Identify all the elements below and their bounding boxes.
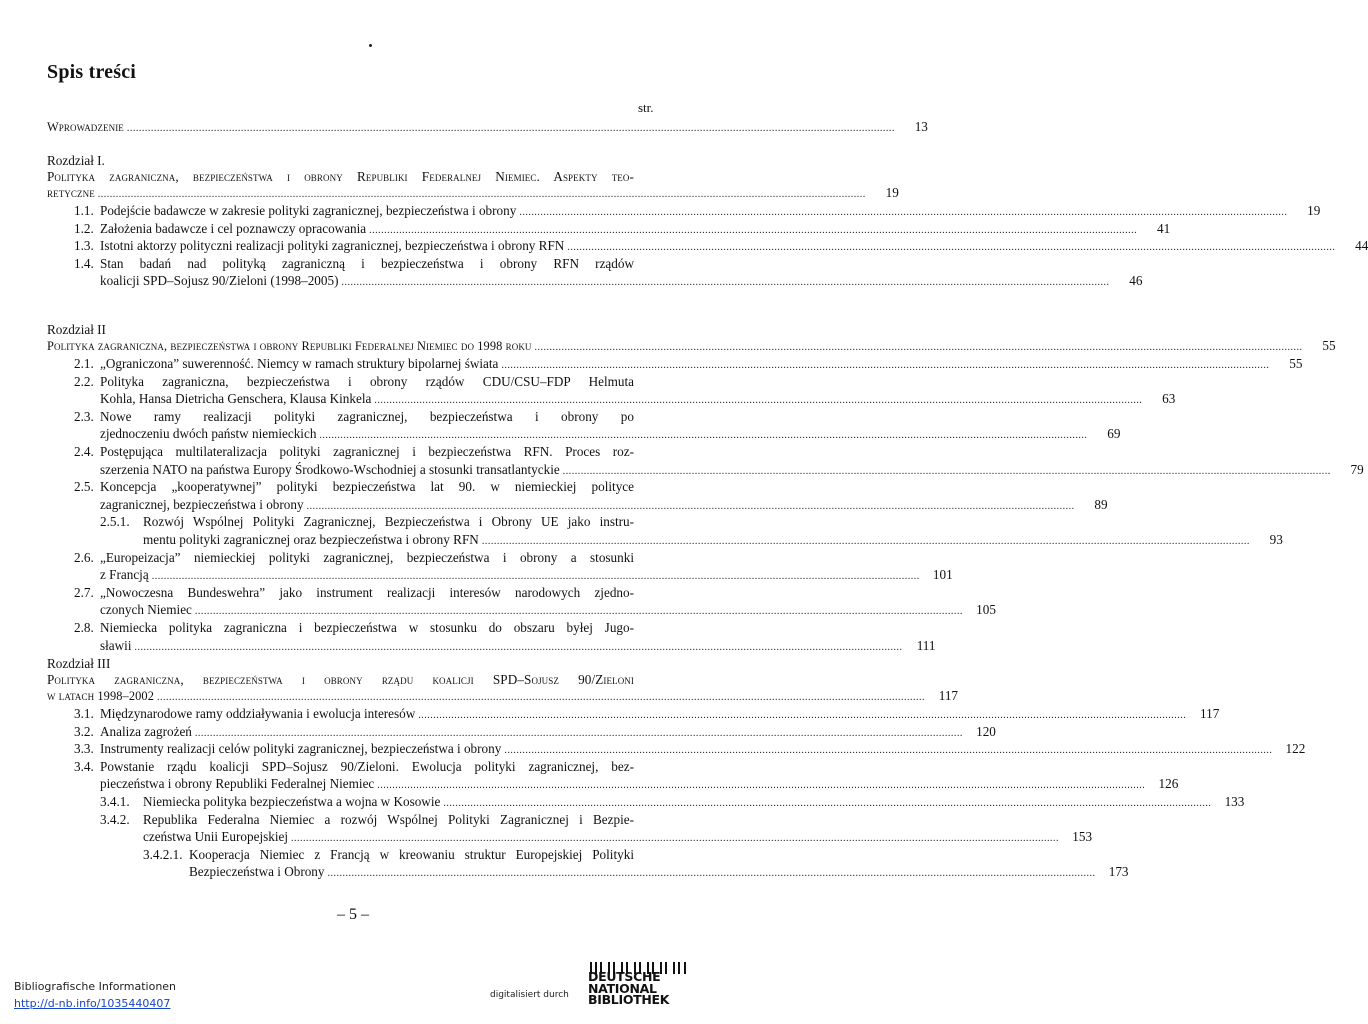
toc-entry-number: 3.4.: [74, 758, 94, 774]
toc-entry-title: retyczne: [47, 186, 95, 200]
dnb-logo-line: NATIONAL: [588, 980, 657, 996]
toc-entry-title: koalicji SPD–Sojusz 90/Zieloni (1998–2005): [100, 273, 339, 289]
dot-leader: [319, 428, 1087, 444]
toc-line: [74, 374, 634, 390]
toc-page-number: 133: [1224, 794, 1245, 809]
toc-entry-title: Postępująca multilateralizacja polityki zagranicznej i bezpieczeństwa RFN. Proces roz-: [100, 444, 634, 459]
toc-entry-title: Wprowadzenie: [47, 120, 124, 134]
toc-line: [74, 479, 634, 495]
chapter-heading: Rozdział II: [47, 322, 106, 337]
toc-entry-number: 1.4.: [74, 255, 94, 271]
toc-entry-title: Niemiecka polityka bezpieczeństwa a wojna w Kosowie: [143, 794, 441, 809]
dot-leader: [341, 275, 1109, 291]
toc-entry-title: Nowe ramy realizacji polityki zagranicznej, bezpieczeństwa i obrony po: [100, 408, 634, 424]
toc-row: [100, 273, 1143, 291]
toc-page-number: 173: [1108, 864, 1129, 880]
toc-entry-title: mentu polityki zagranicznej oraz bezpieczeństwa i obrony RFN: [143, 532, 479, 547]
digitalised-by-label: digitalisiert durch: [490, 990, 569, 1000]
toc-line: [74, 256, 634, 272]
toc-row: [100, 602, 996, 620]
dot-leader: [443, 796, 1211, 812]
chapter-heading: Rozdział III: [47, 656, 111, 671]
dot-leader: [377, 778, 1145, 794]
toc-entry-title: w latach 1998–2002: [47, 689, 155, 703]
toc-row: [100, 637, 936, 656]
toc-line: [74, 444, 634, 460]
toc-entry-number: 2.3.: [74, 408, 94, 424]
toc-entry-title: Republika Federalna Niemiec a rozwój Wspólnej Polityki Zagranicznej i Bezpie-: [143, 811, 634, 827]
toc-entry-title: Podejście badawcze w zakresie polityki zagranicznej, bezpieczeństwa i obrony: [100, 203, 517, 218]
dnb-logo-text: [588, 971, 669, 1006]
toc-line: [74, 409, 634, 425]
toc-row: [189, 864, 1129, 882]
toc-row: [74, 723, 996, 742]
dot-leader: [152, 569, 920, 585]
dot-leader: [504, 743, 1272, 759]
toc-line: [100, 514, 634, 530]
toc-page-number: 117: [1200, 706, 1220, 721]
toc-row: [47, 119, 928, 137]
dot-leader: [567, 240, 1335, 256]
scan-dot: [369, 44, 372, 47]
dot-leader: [195, 604, 963, 620]
dnb-logo-line: DEUTSCHE: [588, 969, 661, 984]
toc-entry-title: Powstanie rządu koalicji SPD–Sojusz 90/Zieloni. Ewolucja polityki zagranicznej, bez-: [100, 758, 634, 774]
dot-leader: [328, 866, 1096, 882]
dot-leader: [307, 499, 1075, 515]
dot-leader: [291, 831, 1059, 847]
toc-entry-title: z Francją: [100, 567, 149, 583]
toc-entry-number: 3.3.: [74, 741, 94, 757]
toc-entry-number: 2.7.: [74, 584, 94, 600]
dnb-logo-bar: [673, 962, 675, 974]
toc-page-number: 46: [1129, 273, 1143, 289]
toc-page-number: 122: [1285, 741, 1306, 757]
toc-entry-number: 3.1.: [74, 706, 94, 721]
toc-row: [47, 688, 959, 706]
toc-page-number: 55: [1322, 338, 1336, 353]
toc-entry-number: 3.4.2.1.: [143, 846, 183, 862]
toc-row: [143, 829, 1093, 847]
toc-line: [143, 847, 634, 863]
toc-page-number: 19: [1307, 203, 1321, 218]
dot-leader: [418, 708, 1186, 724]
toc-line: [74, 585, 634, 601]
dot-leader: [482, 534, 1250, 550]
dnb-logo: [588, 962, 688, 1012]
toc-entry-title: Istotni aktorzy polityczni realizacji polityki zagranicznej, bezpieczeństwa i obrony RFN: [100, 238, 565, 254]
toc-entry-title: Kohla, Hansa Dietricha Genschera, Klausa Kinkela: [100, 391, 372, 407]
toc-entry-title: Niemiecka polityka zagraniczna i bezpieczeństwa w stosunku do obszaru byłej Jugo-: [100, 620, 634, 635]
toc-row: [100, 567, 953, 585]
toc-page-number: 101: [932, 567, 953, 583]
toc-entry-title: Rozwój Wspólnej Polityki Zagranicznej, Bezpieczeństwa i Obrony UE jako instru-: [143, 514, 634, 530]
toc-entry-number: 2.5.1.: [100, 514, 130, 530]
toc-entry-title: Koncepcja „kooperatywnej” polityki bezpieczeństwa lat 90. w niemieckiej polityce: [100, 479, 634, 495]
toc-page-number: 89: [1094, 496, 1108, 512]
toc-page-number: 111: [916, 637, 936, 653]
toc-row: [100, 391, 1176, 409]
toc-entry-number: 1.3.: [74, 238, 94, 254]
dot-leader: [535, 340, 1303, 356]
toc-row: [100, 776, 1179, 794]
toc-entry-title: zagranicznej, bezpieczeństwa i obrony: [100, 496, 304, 512]
toc-entry-title: Polityka zagraniczna, bezpieczeństwa i obrony Republiki Federalnej Niemiec. Aspekty teo-: [47, 169, 634, 184]
dot-leader: [501, 358, 1269, 374]
toc-row: [74, 238, 1368, 256]
toc-row: [100, 794, 1245, 812]
toc-entry-title: Analiza zagrożeń: [100, 723, 192, 739]
dot-leader: [135, 640, 903, 656]
toc-page-number: 79: [1350, 461, 1364, 477]
dot-leader: [369, 223, 1137, 239]
toc-entry-title: czeństwa Unii Europejskiej: [143, 829, 289, 845]
toc-line: [47, 672, 634, 688]
toc-entry-number: 2.1.: [74, 356, 94, 371]
toc-entry-title: czonych Niemiec: [100, 602, 192, 618]
toc-entry-title: sławii: [100, 637, 132, 653]
dnb-logo-line: BIBLIOTHEK: [588, 992, 670, 1007]
toc-entry-title: Założenia badawcze i cel poznawczy opracowania: [100, 220, 367, 236]
toc-line: [74, 620, 634, 636]
chapter-heading: Rozdział I.: [47, 153, 105, 168]
page-title: Spis treści: [47, 61, 137, 83]
toc-page-number: 93: [1269, 532, 1283, 547]
dot-leader: [157, 690, 925, 706]
toc-line: [74, 550, 634, 566]
dot-leader: [127, 121, 895, 137]
toc-page-number: 55: [1289, 356, 1303, 371]
dnb-logo-bar: [678, 962, 680, 974]
toc-entry-title: Kooperacja Niemiec z Francją w kreowaniu struktur Europejskiej Polityki: [189, 846, 634, 862]
dot-leader: [374, 393, 1142, 409]
toc-row: [47, 338, 1336, 356]
toc-page-number: 63: [1162, 391, 1176, 407]
toc-page-number: 126: [1158, 776, 1179, 792]
page-number: – 5 –: [337, 906, 369, 923]
toc-row: [74, 741, 1306, 759]
toc-entry-number: 3.4.2.: [100, 811, 130, 827]
toc-entry-title: Bezpieczeństwa i Obrony: [189, 864, 325, 880]
toc-row: [143, 532, 1283, 550]
toc-entry-number: 1.1.: [74, 203, 94, 218]
toc-page-number: 105: [976, 602, 996, 618]
toc-page-number: 120: [976, 723, 996, 739]
toc-page-number: 44: [1355, 238, 1368, 254]
toc-entry-title: pieczeństwa i obrony Republiki Federalnej Niemiec: [100, 776, 375, 792]
toc-row: [100, 461, 1364, 480]
toc-entry-title: Polityka zagraniczna, bezpieczeństwa i obrony rządu koalicji SPD–Sojusz 90/Zieloni: [47, 672, 634, 687]
toc-entry-number: 3.2.: [74, 723, 94, 739]
dot-leader: [195, 726, 963, 742]
toc-entry-title: Międzynarodowe ramy oddziaływania i ewolucja interesów: [100, 706, 416, 721]
toc-line: [74, 759, 634, 775]
toc-row: [74, 220, 1171, 239]
toc-entry-title: szerzenia NATO na państwa Europy Środkowo-Wschodniej a stosunki transatlantyckie: [100, 461, 560, 477]
toc-entry-number: 2.4.: [74, 444, 94, 459]
toc-page-number: 117: [938, 688, 959, 703]
toc-entry-number: 3.4.1.: [100, 794, 130, 809]
toc-entry-title: „Nowoczesna Bundeswehra” jako instrument realizacji interesów narodowych zjedno-: [100, 584, 634, 600]
toc-entry-title: „Ograniczona” suwerenność. Niemcy w ramach struktury bipolarnej świata: [100, 356, 499, 371]
toc-page-number: 13: [914, 119, 928, 134]
toc-row: [100, 426, 1121, 444]
toc-page-number: 153: [1072, 829, 1093, 845]
toc-entry-title: Instrumenty realizacji celów polityki zagranicznej, bezpieczeństwa i obrony: [100, 741, 502, 757]
toc-entry-number: 2.8.: [74, 620, 94, 635]
toc-entry-number: 2.5.: [74, 479, 94, 495]
toc-page-number: 19: [885, 185, 899, 200]
dnb-logo-bar: [684, 962, 686, 974]
toc-entry-number: 2.6.: [74, 549, 94, 565]
toc-row: [74, 203, 1321, 221]
dot-leader: [563, 464, 1331, 480]
toc-row: [100, 496, 1108, 515]
toc-line: [100, 812, 634, 828]
toc-line: [47, 169, 634, 185]
toc-entry-title: Polityka zagraniczna, bezpieczeństwa i obrony Republiki Federalnej Niemiec do 1998 roku: [47, 339, 532, 353]
dot-leader: [519, 205, 1287, 221]
toc-entry-title: „Europeizacja” niemieckiej polityki zagranicznej, bezpieczeństwa i obrony a stosunki: [100, 549, 634, 565]
dot-leader: [98, 187, 866, 203]
bibliographic-info-label: Bibliografische Informationen: [14, 980, 177, 993]
page-column-label: str.: [638, 100, 654, 115]
toc-entry-title: Polityka zagraniczna, bezpieczeństwa i obrony rządów CDU/CSU–FDP Helmuta: [100, 373, 634, 389]
toc-entry-number: 1.2.: [74, 220, 94, 236]
bibliographic-info-link[interactable]: http://d-nb.info/1035440407: [14, 997, 171, 1010]
toc-entry-title: zjednoczeniu dwóch państw niemieckich: [100, 426, 317, 442]
toc-entry-title: Stan badań nad polityką zagraniczną i bezpieczeństwa i obrony RFN rządów: [100, 255, 634, 271]
toc-entry-number: 2.2.: [74, 373, 94, 389]
toc-page-number: 41: [1156, 220, 1171, 236]
toc-page-number: 69: [1107, 426, 1121, 442]
toc-row: [47, 185, 899, 203]
toc-row: [74, 356, 1303, 374]
toc-row: [74, 706, 1220, 724]
